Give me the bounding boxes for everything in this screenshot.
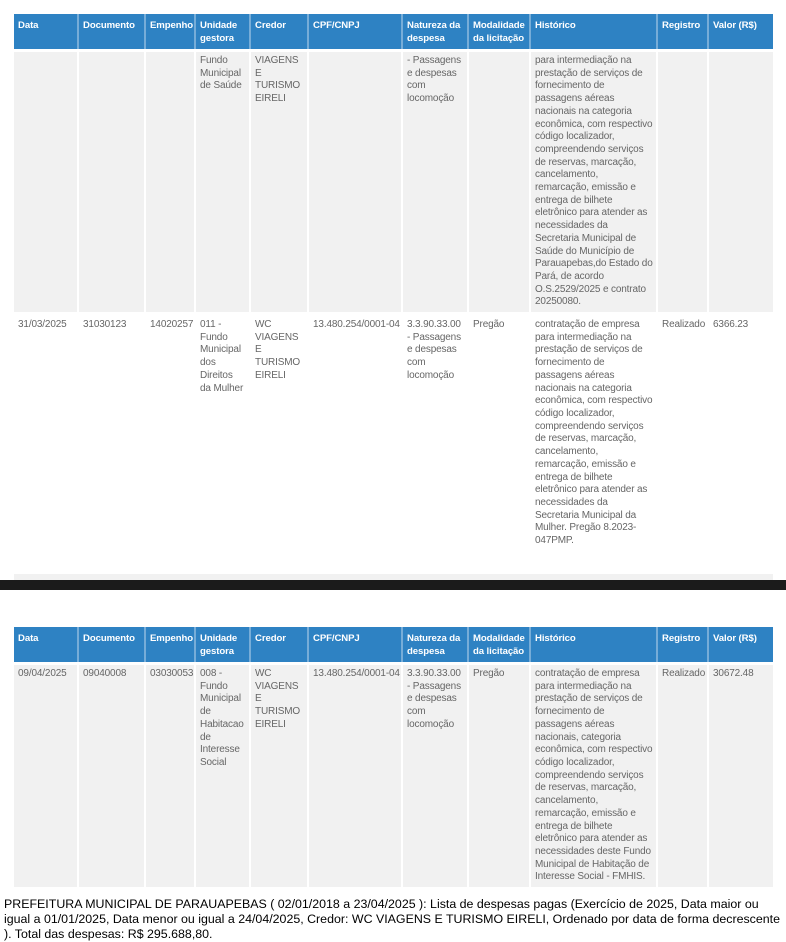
column-header-empenho: Empenho bbox=[144, 14, 194, 49]
cell-data: 31/03/2025 bbox=[18, 319, 67, 331]
cell-historico: contratação de empresa para intermediação na prestação de serviços de fornecimento de passagens aéreas nacionais, categoria econômica, com respectivo código localizador, compreendendo serviços de reservas, marcação, cancelamento, remarcação, emissão e entrega de bilhete eletrônico para atender as necessidades deste Fundo Municipal de Habitação de Interesse Social - FMHIS. bbox=[529, 665, 656, 887]
column-header-modalidade: Modalidade da licitação bbox=[467, 627, 529, 662]
cell-cpf: 13.480.254/0001-04 bbox=[307, 665, 401, 887]
cell-modalidade: Pregão bbox=[467, 665, 529, 887]
expenses-report-page bbox=[0, 14, 786, 942]
cell-natureza: 3.3.90.33.00 - Passagens e despesas com locomoção bbox=[401, 665, 467, 887]
cell-documento bbox=[77, 52, 144, 312]
cell-valor: 6366.23 bbox=[707, 316, 773, 574]
page-break-bar bbox=[0, 580, 786, 590]
cell-historico: contratação de empresa para intermediação na prestação de serviços de fornecimento de passagens aéreas nacionais na categoria econômica, com respectivo código localizador, compreendendo serviços de reservas, marcação, cancelamento, remarcação, emissão e entrega de bilhete eletrônico para atender as necessidades da Secretaria Municipal da Mulher. Pregão 8.2023-047PMP. bbox=[529, 316, 656, 574]
cell-valor bbox=[707, 52, 773, 312]
table-header-row bbox=[14, 14, 773, 49]
cell-unidade: 011 - Fundo Municipal dos Direitos da Mulher bbox=[194, 316, 249, 574]
cell-natureza: 3.3.90.33.00 - Passagens e despesas com locomoção bbox=[401, 316, 467, 574]
cell-empenho: 14020257 bbox=[144, 316, 194, 574]
column-header-cpf: CPF/CNPJ bbox=[307, 14, 401, 49]
column-header-natureza: Natureza da despesa bbox=[401, 14, 467, 49]
cell-registro: Realizado bbox=[656, 316, 707, 574]
column-header-historico: Histórico bbox=[529, 14, 656, 49]
table-body bbox=[14, 52, 773, 574]
cell-historico: para intermediação na prestação de serviços de fornecimento de passagens aéreas nacionais na categoria econômica, com respectivo código localizador, compreendendo serviços de reservas, marcação, cancelamento, remarcação, emissão e entrega de bilhete eletrônico para atender as necessidades da Secretaria Municipal de Saúde do Município de Parauapebas,do Estado do Pará, de acordo O.S.2529/2025 e contrato 20250080. bbox=[529, 52, 656, 312]
column-header-unidade: Unidade gestora bbox=[194, 627, 249, 662]
column-header-valor: Valor (R$) bbox=[707, 14, 773, 49]
cell-empenho bbox=[144, 52, 194, 312]
table-header-row bbox=[14, 627, 773, 662]
cell-modalidade bbox=[467, 52, 529, 312]
column-header-modalidade: Modalidade da licitação bbox=[467, 14, 529, 49]
cell-modalidade: Pregão bbox=[467, 316, 529, 574]
cell-registro bbox=[656, 52, 707, 312]
column-header-registro: Registro bbox=[656, 627, 707, 662]
report-summary: PREFEITURA MUNICIPAL DE PARAUAPEBAS ( 02/01/2018 a 23/04/2025 ): Lista de despesas pagas (Exercício de 2025, Data maior ou igual a 01/01/2025, Data menor ou igual a 24/04/2025, Credor: WC VIAGENS E TURISMO EIRELI, Ordenado por data de forma decrescente ). Total das despesas: R$ 295.688,80. bbox=[4, 897, 780, 942]
column-header-documento: Documento bbox=[77, 627, 144, 662]
cell-data bbox=[14, 52, 77, 312]
column-header-documento: Documento bbox=[77, 14, 144, 49]
column-header-cpf: CPF/CNPJ bbox=[307, 627, 401, 662]
cell-credor: WC VIAGENS E TURISMO EIRELI bbox=[249, 665, 307, 887]
column-header-historico: Histórico bbox=[529, 627, 656, 662]
cell-data: 09/04/2025 bbox=[18, 668, 67, 680]
cell-cpf bbox=[307, 52, 401, 312]
table-row bbox=[14, 665, 773, 887]
cell-natureza: - Passagens e despesas com locomoção bbox=[401, 52, 467, 312]
cell-unidade: Fundo Municipal de Saúde bbox=[194, 52, 249, 312]
cell-documento: 31030123 bbox=[77, 316, 144, 574]
column-header-natureza: Natureza da despesa bbox=[401, 627, 467, 662]
cell-unidade: 008 - Fundo Municipal de Habitacao de Interesse Social bbox=[194, 665, 249, 887]
column-header-credor: Credor bbox=[249, 14, 307, 49]
cell-credor: VIAGENS E TURISMO EIRELI bbox=[249, 52, 307, 312]
table-row bbox=[14, 52, 773, 312]
expense-table-page-1 bbox=[14, 14, 773, 580]
cell-empenho: 03030053 bbox=[144, 665, 194, 887]
column-header-valor: Valor (R$) bbox=[707, 627, 773, 662]
cell-registro: Realizado bbox=[656, 665, 707, 887]
table-row bbox=[14, 316, 773, 574]
cell-documento: 09040008 bbox=[77, 665, 144, 887]
column-header-data: Data bbox=[18, 20, 39, 31]
column-header-empenho: Empenho bbox=[144, 627, 194, 662]
cell-valor: 30672.48 bbox=[707, 665, 773, 887]
expense-table-page-2 bbox=[14, 627, 773, 887]
column-header-unidade: Unidade gestora bbox=[194, 14, 249, 49]
column-header-data: Data bbox=[18, 633, 39, 645]
cell-cpf: 13.480.254/0001-04 bbox=[307, 316, 401, 574]
table-body bbox=[14, 665, 773, 887]
column-header-credor: Credor bbox=[249, 627, 307, 662]
column-header-registro: Registro bbox=[656, 14, 707, 49]
cell-credor: WC VIAGENS E TURISMO EIRELI bbox=[249, 316, 307, 574]
